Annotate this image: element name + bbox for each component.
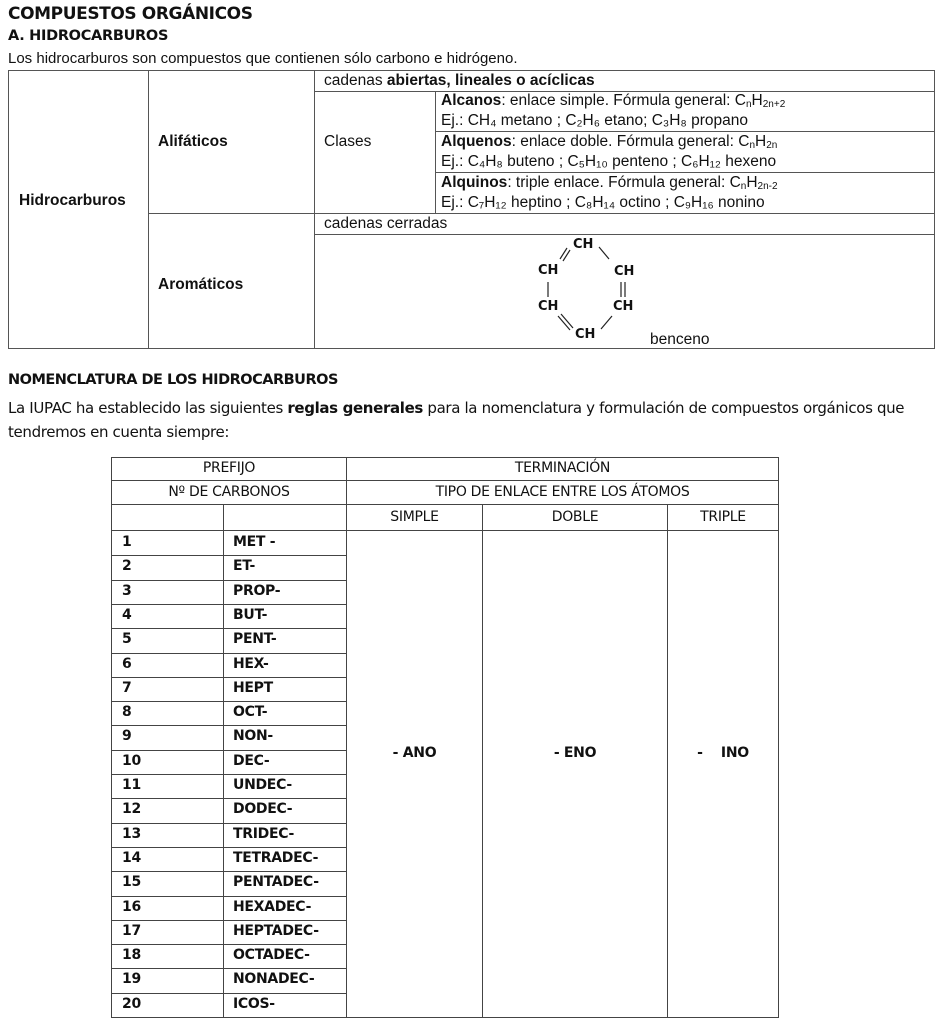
carbon-count: 4 [122, 606, 132, 623]
class-alquinos-example: Ej.: C₇H₁₂ heptino ; C₈H₁₄ octino ; C₉H₁₆ nonino [441, 194, 765, 211]
prefix-value: PROP- [233, 582, 281, 599]
prefix-value: PENT- [233, 631, 277, 648]
aliphatic-label: Alifáticos [158, 133, 228, 150]
prefix-value: NON- [233, 728, 273, 745]
prefix-value: BUT- [233, 606, 268, 623]
prefix-value: DEC- [233, 752, 270, 769]
suffix-ano: - ANO [392, 745, 437, 761]
carbon-count: 19 [122, 971, 141, 988]
intro-text: Los hidrocarburos son compuestos que contienen sólo carbono e hidrógeno. [8, 50, 518, 67]
carbon-count: 6 [122, 655, 132, 672]
carbons-header: Nº DE CARBONOS [168, 484, 290, 500]
benzene-bonds-icon [9, 71, 936, 350]
carbon-count: 5 [122, 631, 132, 648]
carbon-count: 13 [122, 825, 141, 842]
aromatic-label: Aromáticos [158, 276, 244, 293]
nomenclature-table [111, 457, 779, 1018]
bond-triple-header: TRIPLE [700, 509, 746, 525]
prefix-value: HEXADEC- [233, 898, 312, 915]
carbon-count: 18 [122, 947, 141, 964]
prefix-value: NONADEC- [233, 971, 315, 988]
carbon-count: 8 [122, 704, 132, 721]
prefix-value: PENTADEC- [233, 874, 319, 891]
class-alcanos-formula: Alcanos: enlace simple. Fórmula general: $C_nH_{2n+2}$ [441, 92, 786, 110]
section-heading-hidrocarburos: A. HIDROCARBUROS [8, 28, 169, 44]
prefix-value: HEPT [233, 679, 273, 696]
prefix-value: HEPTADEC- [233, 922, 319, 939]
benzene-label: benceno [650, 331, 710, 348]
carbon-count: 1 [122, 534, 132, 550]
prefix-value: TETRADEC- [233, 849, 319, 866]
suffix-header: TERMINACIÓN [514, 460, 611, 476]
class-alquinos-formula: Alquinos: triple enlace. Fórmula general: $C_nH_{2n-2}$ [441, 174, 778, 192]
page-title: COMPUESTOS ORGÁNICOS [8, 4, 253, 24]
class-alquenos-example: Ej.: C₄H₈ buteno ; C₅H₁₀ penteno ; C₆H₁₂ hexeno [441, 153, 777, 170]
prefix-value: ET- [233, 558, 255, 575]
root-label: Hidrocarburos [19, 192, 126, 209]
carbon-count: 7 [122, 679, 132, 696]
bond-type-header: TIPO DE ENLACE ENTRE LOS ÁTOMOS [435, 484, 690, 500]
nomenclature-paragraph: La IUPAC ha establecido las siguientes reglas generales para la nomenclatura y formulación de compuestos orgánicos que tendremos en cuenta siempre: [8, 399, 905, 441]
open-chain-label: cadenas abiertas, lineales o acíclicas [324, 72, 595, 89]
carbon-count: 17 [122, 922, 141, 939]
prefix-value: OCTADEC- [233, 947, 310, 964]
bond-simple-header: SIMPLE [390, 509, 439, 525]
hydrocarbon-classification-table: Hidrocarburos Alifáticos Aromáticos cadenas abiertas, lineales o acíclicas Clases Alcanos: enlace simple. Fórmula general: $C_nH_{2n+2}$ Ej.: CH₄ metano ; C₂H₆ etano; C₃H₈ propano Alquenos: enlace doble. Fórmula general: $C_nH_{2n}$ Ej.: C₄H₈ buteno ; C₅H₁₀ penteno ; C₆H₁₂ hexeno Alquinos: triple enlace. Fórmula general: $C_nH_{2n-2}$ Ej.: C₇H₁₂ heptino ; C₈H₁₄ octino ; C₉H₁₆ nonino cadenas cerradas CH CH CH CH CH CH benceno [8, 70, 935, 349]
class-alcanos-example: Ej.: CH₄ metano ; C₂H₆ etano; C₃H₈ propano [441, 112, 749, 129]
prefix-value: DODEC- [233, 801, 293, 818]
carbon-count: 12 [122, 801, 141, 818]
prefix-value: OCT- [233, 704, 268, 721]
carbon-count: 10 [122, 752, 141, 769]
prefix-value: MET - [233, 534, 276, 550]
classes-label: Clases [324, 133, 372, 150]
prefix-value: TRIDEC- [233, 825, 295, 842]
prefix-value: HEX- [233, 655, 269, 672]
carbon-count: 14 [122, 849, 141, 866]
class-alquenos-formula: Alquenos: enlace doble. Fórmula general: $C_nH_{2n}$ [441, 133, 778, 151]
carbon-count: 20 [122, 995, 141, 1012]
closed-chain-label: cadenas cerradas [324, 215, 448, 232]
carbon-count: 16 [122, 898, 141, 915]
carbon-count: 15 [122, 874, 141, 891]
carbon-count: 9 [122, 728, 132, 745]
prefix-value: UNDEC- [233, 777, 292, 793]
carbon-count: 3 [122, 582, 132, 599]
prefix-value: ICOS- [233, 995, 275, 1012]
carbon-count: 11 [122, 777, 141, 793]
suffix-ino: - INO [697, 745, 749, 761]
suffix-eno: - ENO [553, 745, 597, 761]
nomenclature-heading: NOMENCLATURA DE LOS HIDROCARBUROS [8, 372, 338, 388]
bond-double-header: DOBLE [551, 509, 599, 525]
prefix-header: PREFIJO [202, 460, 256, 476]
carbon-count: 2 [122, 558, 132, 575]
